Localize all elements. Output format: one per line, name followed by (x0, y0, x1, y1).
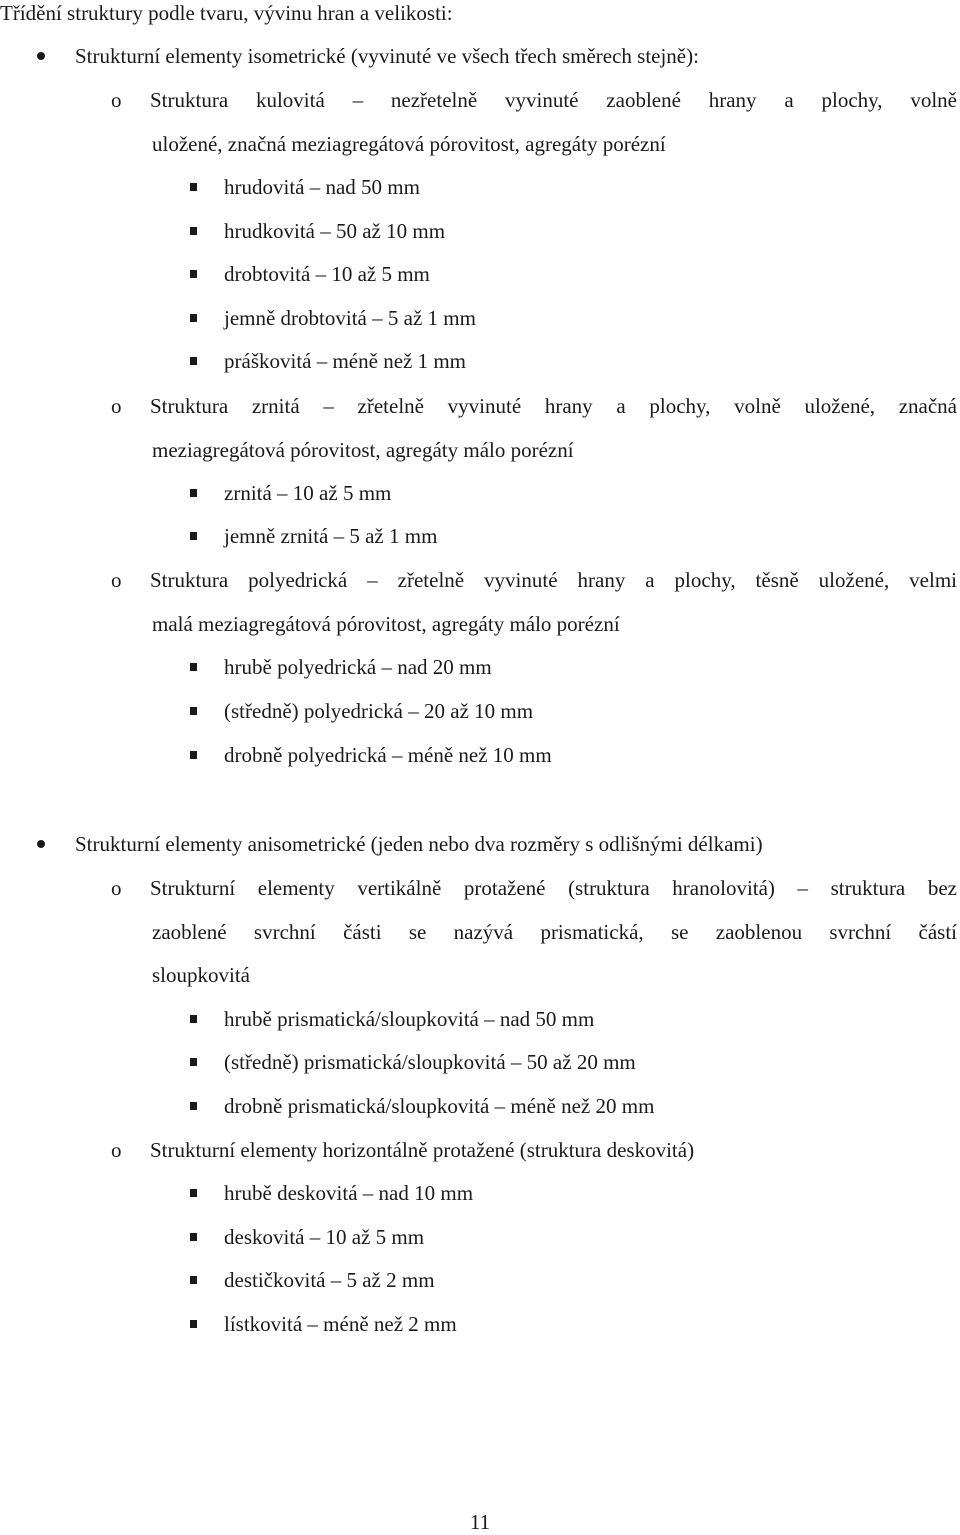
bullet-square-icon (190, 1189, 197, 1197)
level3-text: drobtovitá – 10 až 5 mm (224, 262, 430, 286)
level3-text: hrubě prismatická/sloupkovitá – nad 50 mm (224, 1007, 595, 1031)
bullet-disc-icon (37, 52, 45, 60)
bullet-square-icon (190, 1233, 197, 1241)
level3-text: drobně prismatická/sloupkovitá – méně než 20 mm (224, 1094, 655, 1118)
bullet-square-icon (190, 1015, 197, 1023)
level3-text: hrubě deskovitá – nad 10 mm (224, 1181, 474, 1205)
level1-text: Strukturní elementy anisometrické (jeden nebo dva rozměry s odlišnými délkami) (75, 832, 763, 856)
bullet-square-icon (190, 227, 197, 235)
level3-text: destičkovitá – 5 až 2 mm (224, 1268, 435, 1292)
page-number: 11 (469, 1510, 491, 1534)
bullet-square-icon (190, 357, 197, 365)
bullet-square-icon (190, 1058, 197, 1066)
level2-text-line: sloupkovitá (152, 963, 250, 987)
bullet-circle-icon: o (111, 876, 122, 900)
bullet-square-icon (190, 751, 197, 759)
level3-text: hrudovitá – nad 50 mm (224, 175, 420, 199)
bullet-circle-icon: o (111, 568, 122, 592)
level3-text: (středně) prismatická/sloupkovitá – 50 až 20 mm (224, 1050, 636, 1074)
level3-text: (středně) polyedrická – 20 až 10 mm (224, 699, 534, 723)
bullet-circle-icon: o (111, 1138, 122, 1162)
level2-text-line: Struktura polyedrická – zřetelně vyvinuté hrany a plochy, těsně uložené, velmi (150, 568, 957, 592)
level2-text-line: uložené, značná meziagregátová pórovitost, agregáty porézní (152, 132, 666, 156)
bullet-square-icon (190, 532, 197, 540)
bullet-circle-icon: o (111, 88, 122, 112)
bullet-square-icon (190, 1276, 197, 1284)
level3-text: lístkovitá – méně než 2 mm (224, 1312, 457, 1336)
bullet-disc-icon (37, 840, 45, 848)
bullet-square-icon (190, 707, 197, 715)
bullet-square-icon (190, 663, 197, 671)
bullet-square-icon (190, 270, 197, 278)
level3-text: jemně drobtovitá – 5 až 1 mm (224, 306, 476, 330)
level2-text-line: Strukturní elementy horizontálně protažené (struktura deskovitá) (150, 1138, 695, 1162)
level3-text: práškovitá – méně než 1 mm (224, 349, 467, 373)
bullet-square-icon (190, 314, 197, 322)
level3-text: hrudkovitá – 50 až 10 mm (224, 219, 446, 243)
bullet-square-icon (190, 489, 197, 497)
level3-text: hrubě polyedrická – nad 20 mm (224, 655, 492, 679)
level3-text: drobně polyedrická – méně než 10 mm (224, 743, 552, 767)
bullet-square-icon (190, 1102, 197, 1110)
level2-text-line: Struktura zrnitá – zřetelně vyvinuté hrany a plochy, volně uložené, značná (150, 394, 957, 418)
level2-text-line: meziagregátová pórovitost, agregáty málo porézní (152, 438, 574, 462)
bullet-square-icon (190, 183, 197, 191)
page-title: Třídění struktury podle tvaru, vývinu hran a velikosti: (0, 1, 453, 25)
level3-text: deskovitá – 10 až 5 mm (224, 1225, 425, 1249)
bullet-circle-icon: o (111, 394, 122, 418)
level2-text-line: malá meziagregátová pórovitost, agregáty málo porézní (152, 612, 620, 636)
level2-text-line: Struktura kulovitá – nezřetelně vyvinuté zaoblené hrany a plochy, volně (150, 88, 957, 112)
level3-text: zrnitá – 10 až 5 mm (224, 481, 392, 505)
level2-text-line: Strukturní elementy vertikálně protažené (struktura hranolovitá) – struktura bez (150, 876, 957, 900)
bullet-square-icon (190, 1320, 197, 1328)
level1-text: Strukturní elementy isometrické (vyvinuté ve všech třech směrech stejně): (75, 44, 699, 68)
level2-text-line: zaoblené svrchní části se nazývá prismatická, se zaoblenou svrchní částí (152, 920, 957, 944)
level3-text: jemně zrnitá – 5 až 1 mm (224, 524, 438, 548)
